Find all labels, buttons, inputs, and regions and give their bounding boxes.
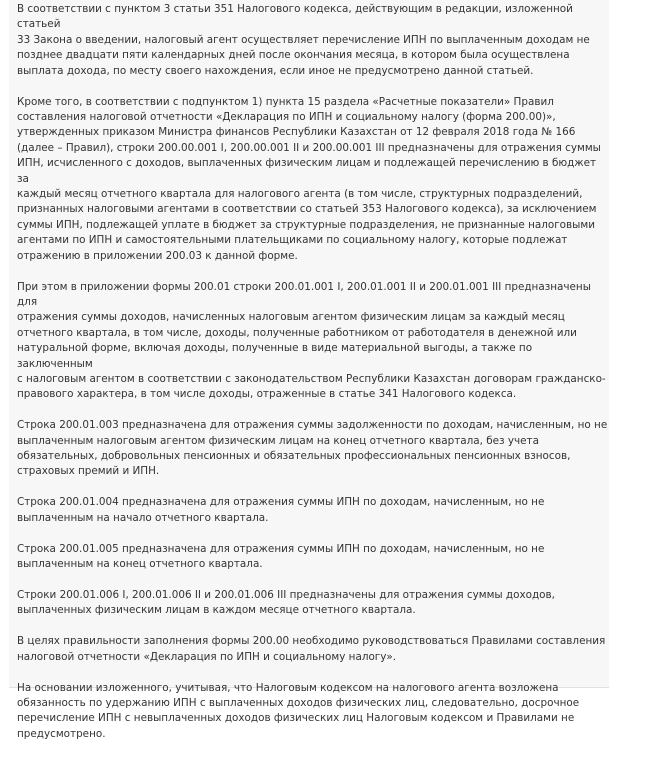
paragraph: При этом в приложении формы 200.01 строки 200.01.001 I, 200.01.001 II и 200.01.001 III предназначены для отражения суммы доходов, начисленных налоговым агентом физическим лицам за каждый месяц отчетного квартала, в том числе, доходы, полученные работником от работодателя в денежной или натуральной форме, включая доходы, полученные в виде материальной выгоды, а также по заключенным с налоговым агентом в соответствии с законодательством Республики Казахстан договорам гражданско- правового характера, в том числе доходы, отраженные в статье 341 Налогового кодекса. (17, 280, 606, 401)
paragraph: Кроме того, в соответствии с подпунктом 1) пункта 15 раздела «Расчетные показатели» Правил составления налоговой отчетности «Декларация по ИПН и социальному налогу (форма 200.00)», утвержденных приказом Министра финансов Республики Казахстан от 12 февраля 2018 года № 166 (далее – Правил), строки 200.00.001 I, 200.00.001 II и 200.00.001 III предназначены для отражения суммы ИПН, исчисленного с доходов, выплаченных физическим лицам и подлежащей перечислению в бюджет за каждый месяц отчетного квартала для налогового агента (в том числе, структурных подразделений, признанных налоговыми агентами в соответствии со статьей 353 Налогового кодекса), за исключением суммы ИПН, подлежащей уплате в бюджет за структурные подразделения, не признанные налоговыми агентами по ИПН и самостоятельными плательщиками по социальному налогу, которые подлежат отражению в приложении 200.03 к данной форме. (17, 95, 601, 262)
paragraph: На основании изложенного, учитывая, что Налоговым кодексом на налогового агента возложена обязанность по удержанию ИПН с выплаченных доходов физических лиц, следовательно, досрочное перечисление ИПН с невыплаченных доходов физических лиц Налоговым кодексом и Правилами не предусмотрено. (17, 681, 580, 740)
paragraph: В соответствии с пунктом 3 статьи 351 Налогового кодекса, действующим в редакции, изложенной статьей 33 Закона о введении, налоговый агент осуществляет перечисление ИПН по выплаченным доходам не позднее двадцати пяти календарных дней после окончания месяца, в котором была осуществлена выплата дохода, по месту своего нахождения, если иное не предусмотрено данной статьей. (17, 3, 590, 77)
paragraph: Строка 200.01.003 предназначена для отражения суммы задолженности по доходам, начисленным, но не выплаченным налоговым агентом физическим лицам на конец отчетного квартала, без учета обязательных, добровольных пенсионных и обязательных профессиональных пенсионных взносов, страховых премий и ИПН. (17, 419, 608, 478)
paragraph: Строки 200.01.006 I, 200.01.006 II и 200.01.006 III предназначены для отражения суммы доходов, выплаченных физическим лицам в каждом месяце отчетного квартала. (17, 589, 555, 617)
paragraph: Строка 200.01.005 предназначена для отражения суммы ИПН по доходам, начисленным, но не выплаченным на конец отчетного квартала. (17, 542, 545, 571)
paragraph: Строка 200.01.004 предназначена для отражения суммы ИПН по доходам, начисленным, но не выплаченным на начало отчетного квартала. (17, 496, 545, 524)
article-body (17, 2, 609, 758)
paragraph: В целях правильности заполнения формы 200.00 необходимо руководствоваться Правилами составления налоговой отчетности «Декларация по ИПН и социальному налогу». (17, 635, 606, 663)
